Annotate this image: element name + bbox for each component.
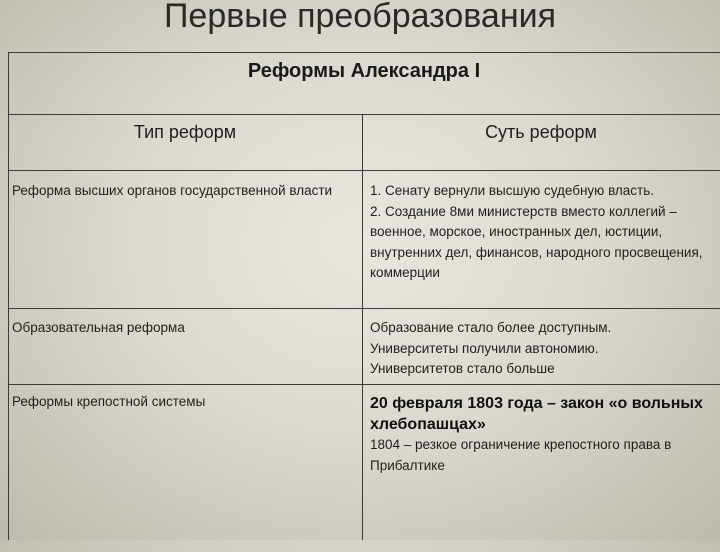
slide-title: Первые преобразования <box>163 0 557 35</box>
row-1-type <box>12 181 352 202</box>
row-2-essence <box>370 318 715 380</box>
row-3-essence-line-1: 1804 – резкое ограничение крепостного права в Прибалтике <box>370 437 672 473</box>
row-2-type <box>12 318 352 339</box>
reforms-table <box>8 52 720 552</box>
row-1-type-text: Реформа высших органов государственной власти <box>12 183 333 198</box>
table-divider-title <box>8 114 720 115</box>
row-3-type-text: Реформы крепостной системы <box>12 394 206 409</box>
table-divider-header <box>8 170 720 171</box>
row-2-essence-line-1: Образование стало более доступным. <box>370 320 612 335</box>
row-3-essence-bold: 20 февраля 1803 года – закон «о вольных хлебопашцах» <box>370 395 703 433</box>
row-3-type <box>12 392 352 413</box>
row-2-essence-line-2: Университеты получили автономию. <box>370 340 599 356</box>
row-3-essence <box>370 393 710 476</box>
row-1-essence <box>370 181 715 284</box>
column-header-essence: Суть реформ <box>485 122 597 142</box>
table-column-divider <box>362 114 363 540</box>
row-2-essence-line-3: Университетов стало больше <box>370 361 555 376</box>
table-title: Реформы Александра I <box>247 60 481 82</box>
row-2-type-text: Образовательная реформа <box>12 320 185 335</box>
table-divider-row1 <box>8 308 720 309</box>
table-border-top <box>8 52 720 53</box>
column-header-type: Тип реформ <box>133 122 237 142</box>
table-divider-row2 <box>8 384 720 385</box>
row-1-essence-line-2: 2. Создание 8ми министерств вместо коллегий – военное, морское, иностранных дел, юстиции, внутренних дел, финансов, народного просвещения, коммерции <box>370 203 703 280</box>
row-1-essence-line-1: 1. Сенату вернули высшую судебную власть. <box>370 183 655 198</box>
